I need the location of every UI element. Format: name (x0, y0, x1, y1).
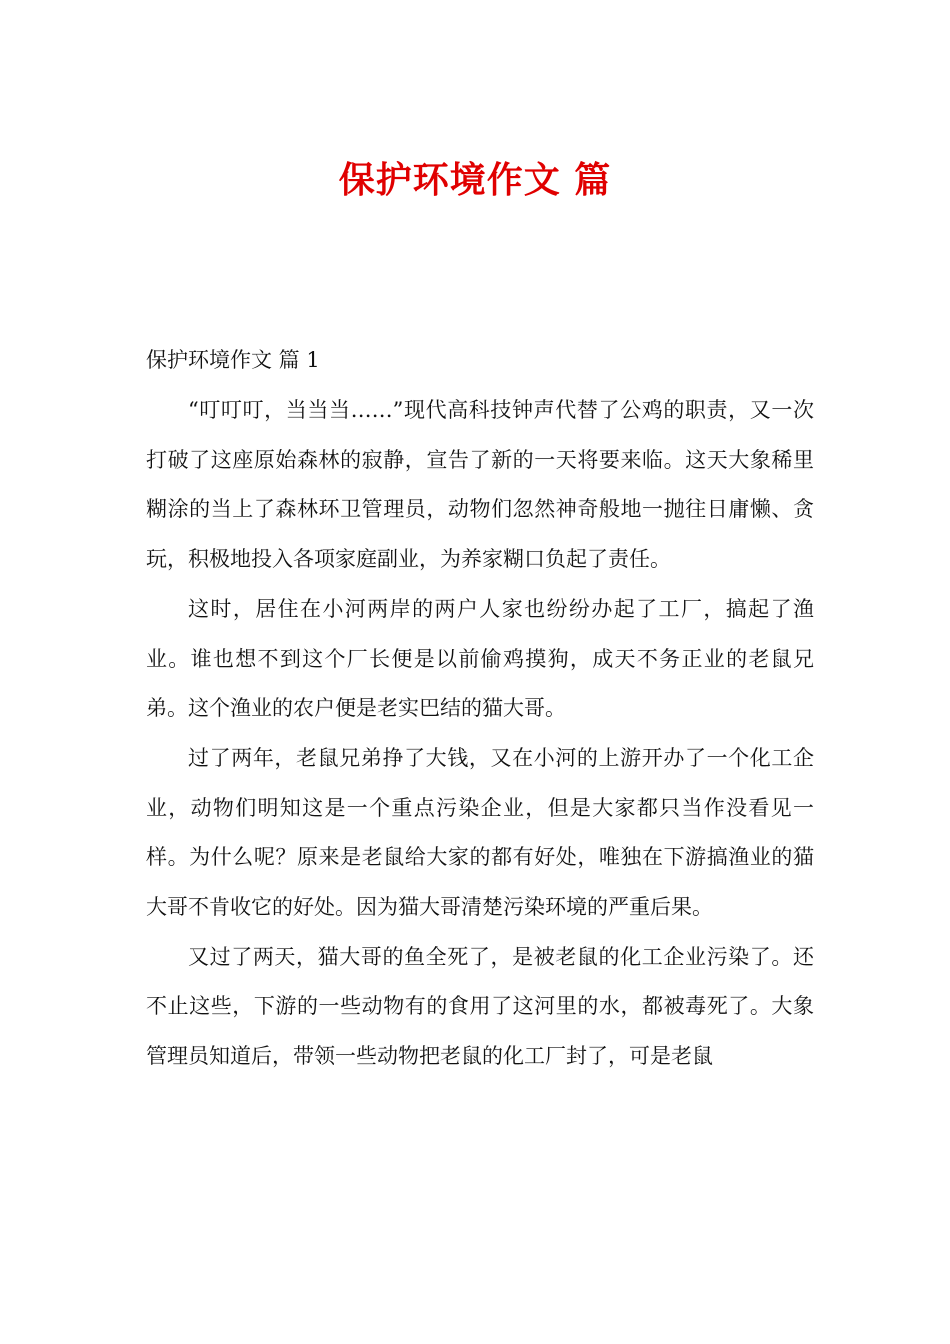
paragraph: 又过了两天，猫大哥的鱼全死了，是被老鼠的化工企业污染了。还不止这些，下游的一些动物有的食用了这河里的水，都被毒死了。大象管理员知道后，带领一些动物把老鼠的化工厂封了，可是老鼠 (146, 944, 814, 1069)
body-text (146, 386, 814, 1082)
paragraph: 过了两年，老鼠兄弟挣了大钱，又在小河的上游开办了一个化工企业，动物们明知这是一个重点污染企业，但是大家都只当作没看见一样。为什么呢？原来是老鼠给大家的都有好处，唯独在下游搞渔业的猫大哥不肯收它的好处。因为猫大哥清楚污染环境的严重后果。 (146, 745, 814, 920)
document-title: 保护环境作文 篇 (338, 159, 612, 201)
paragraph: 这时，居住在小河两岸的两户人家也纷纷办起了工厂，搞起了渔业。谁也想不到这个厂长便是以前偷鸡摸狗，成天不务正业的老鼠兄弟。这个渔业的农户便是老实巴结的猫大哥。 (146, 596, 814, 721)
paragraph: “叮叮叮，当当当……”现代高科技钟声代替了公鸡的职责，又一次打破了这座原始森林的寂静，宣告了新的一天将要来临。这天大象稀里糊涂的当上了森林环卫管理员，动物们忽然神奇般地一抛往日庸懒、贪玩，积极地投入各项家庭副业，为养家糊口负起了责任。 (146, 398, 814, 572)
section-heading: 保护环境作文 篇 1 (146, 348, 320, 372)
